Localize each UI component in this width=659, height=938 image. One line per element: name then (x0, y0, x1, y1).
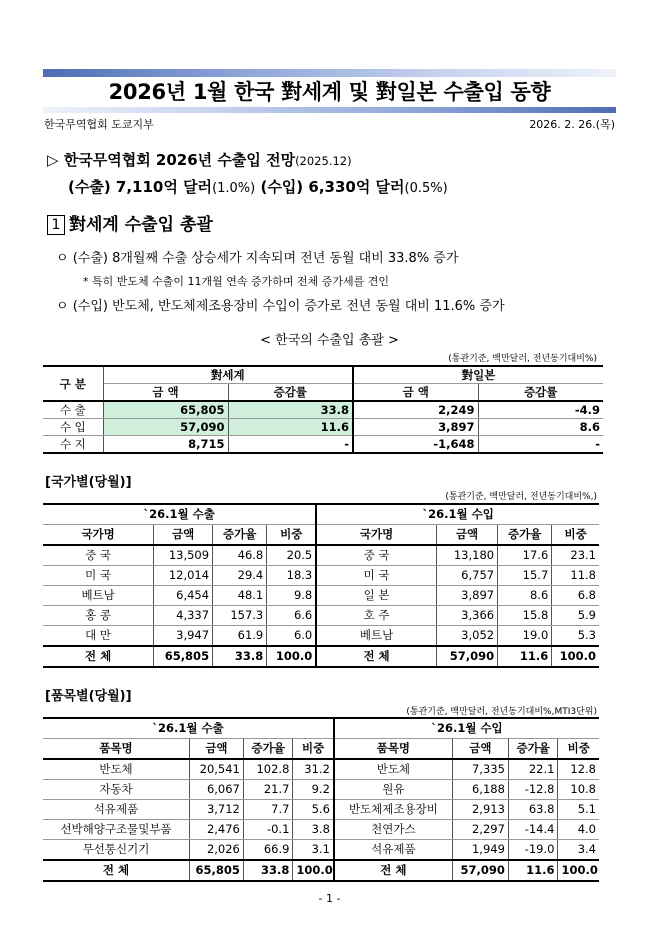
export-rate: 7.7 (243, 800, 293, 820)
export-share: 3.8 (293, 820, 334, 840)
japan-amount: 3,897 (353, 419, 478, 436)
export-rate: 102.8 (243, 759, 293, 780)
col-name: 국가명 (43, 525, 154, 546)
import-name: 전 체 (334, 860, 453, 881)
import-name: 미 국 (316, 566, 436, 586)
import-rate: 11.6 (508, 860, 558, 881)
col-share: 비중 (552, 525, 599, 546)
import-name: 원유 (334, 780, 453, 800)
export-rate: 33.8 (243, 860, 293, 881)
total-row (43, 860, 599, 881)
japan-change: -4.9 (478, 401, 603, 419)
col-amount: 금액 (452, 739, 508, 760)
export-amount: 13,509 (154, 545, 213, 566)
section-1-heading (47, 210, 213, 235)
section-1-title: 對세계 수출입 총괄 (69, 215, 213, 235)
table-row (43, 606, 599, 626)
outlook-export-rate: (1.0%) (212, 181, 256, 196)
export-amount: 12,014 (154, 566, 213, 586)
col-japan-change: 증감률 (478, 384, 603, 402)
import-rate: 11.6 (498, 646, 552, 667)
table-row (43, 586, 599, 606)
table-row (43, 436, 603, 454)
import-amount: 2,913 (452, 800, 508, 820)
outlook-import-rate: (0.5%) (404, 181, 448, 196)
summary-table-title: < 한국의 수출입 총괄 > (260, 333, 399, 348)
title-band-bottom (43, 107, 616, 113)
export-share: 31.2 (293, 759, 334, 780)
col-name: 품목명 (334, 739, 453, 760)
export-rate: 46.8 (213, 545, 267, 566)
world-amount: 57,090 (103, 419, 228, 436)
export-name: 선박해양구조물및부품 (43, 820, 190, 840)
export-header: `26.1월 수출 (43, 718, 334, 739)
page-number: - 1 - (318, 892, 341, 905)
col-share: 비중 (267, 525, 317, 546)
japan-amount: 2,249 (353, 401, 478, 419)
import-amount: 7,335 (452, 759, 508, 780)
import-share: 12.8 (558, 759, 599, 780)
bullet-export: ㅇ (수출) 8개월째 수출 상승세가 지속되며 전년 동월 대비 33.8% 증가 (56, 251, 459, 266)
export-name: 무선통신기기 (43, 840, 190, 861)
col-share: 비중 (558, 739, 599, 760)
export-amount: 3,712 (190, 800, 244, 820)
export-name: 중 국 (43, 545, 154, 566)
title-band-top (43, 69, 616, 77)
import-rate: -14.4 (508, 820, 558, 840)
bullet-export-note: * 특히 반도체 수출이 11개월 연속 증가하며 전체 증가세를 견인 (83, 275, 389, 288)
outlook-heading-text: ▷ 한국무역협회 2026년 수출입 전망 (47, 151, 296, 169)
total-row (43, 646, 599, 667)
col-name: 국가명 (316, 525, 436, 546)
import-name: 전 체 (316, 646, 436, 667)
export-name: 전 체 (43, 860, 190, 881)
import-name: 중 국 (316, 545, 436, 566)
export-name: 전 체 (43, 646, 154, 667)
table-row (43, 545, 599, 566)
import-share: 3.4 (558, 840, 599, 861)
country-table (43, 503, 599, 668)
export-share: 3.1 (293, 840, 334, 861)
japan-amount: -1,648 (353, 436, 478, 454)
japan-change: 8.6 (478, 419, 603, 436)
export-name: 반도체 (43, 759, 190, 780)
export-rate: -0.1 (243, 820, 293, 840)
import-rate: 17.6 (498, 545, 552, 566)
table-row (43, 780, 599, 800)
export-share: 9.2 (293, 780, 334, 800)
col-world: 對세계 (103, 366, 353, 384)
export-rate: 29.4 (213, 566, 267, 586)
col-rate: 증가율 (243, 739, 293, 760)
item-unit: (통관기준, 백만달러, 전년동기대비%,MTI3단위) (406, 707, 597, 717)
export-share: 6.0 (267, 626, 317, 647)
import-amount: 6,757 (436, 566, 497, 586)
export-rate: 21.7 (243, 780, 293, 800)
import-name: 천연가스 (334, 820, 453, 840)
outlook-heading-date: (2025.12) (295, 154, 352, 168)
world-change: 33.8 (228, 401, 353, 419)
country-unit: (통관기준, 백만달러, 전년동기대비%,) (445, 492, 597, 502)
table-row (43, 820, 599, 840)
import-amount: 6,188 (452, 780, 508, 800)
export-share: 5.6 (293, 800, 334, 820)
col-amount: 금액 (190, 739, 244, 760)
import-amount: 3,052 (436, 626, 497, 647)
table-row (43, 401, 603, 419)
country-section-title: [국가별(당월)] (45, 475, 132, 490)
section-number-box: 1 (47, 215, 65, 235)
summary-table (43, 365, 603, 454)
table-row (43, 759, 599, 780)
col-amount: 금액 (436, 525, 497, 546)
export-rate: 61.9 (213, 626, 267, 647)
import-share: 6.8 (552, 586, 599, 606)
organization: 한국무역협회 도쿄지부 (44, 118, 154, 131)
table-row (43, 840, 599, 861)
table-row (43, 419, 603, 436)
export-share: 20.5 (267, 545, 317, 566)
import-amount: 3,897 (436, 586, 497, 606)
import-rate: -12.8 (508, 780, 558, 800)
table-row (43, 626, 599, 647)
export-amount: 3,947 (154, 626, 213, 647)
export-name: 베트남 (43, 586, 154, 606)
col-world-amount: 금 액 (103, 384, 228, 402)
import-name: 호 주 (316, 606, 436, 626)
import-rate: 15.8 (498, 606, 552, 626)
export-rate: 157.3 (213, 606, 267, 626)
import-share: 23.1 (552, 545, 599, 566)
table-row (43, 800, 599, 820)
export-amount: 65,805 (154, 646, 213, 667)
import-amount: 2,297 (452, 820, 508, 840)
export-rate: 66.9 (243, 840, 293, 861)
document-date: 2026. 2. 26.(목) (529, 118, 615, 131)
import-share: 100.0 (552, 646, 599, 667)
export-share: 9.8 (267, 586, 317, 606)
outlook-export: (수출) 7,110억 달러 (68, 178, 213, 196)
world-change: 11.6 (228, 419, 353, 436)
export-share: 18.3 (267, 566, 317, 586)
col-japan-amount: 금 액 (353, 384, 478, 402)
export-header: `26.1월 수출 (43, 504, 316, 525)
export-amount: 65,805 (190, 860, 244, 881)
import-amount: 1,949 (452, 840, 508, 861)
export-share: 6.6 (267, 606, 317, 626)
import-share: 5.1 (558, 800, 599, 820)
title-bar (43, 69, 616, 113)
export-share: 100.0 (293, 860, 334, 881)
import-share: 5.9 (552, 606, 599, 626)
world-amount: 8,715 (103, 436, 228, 454)
col-name: 품목명 (43, 739, 190, 760)
export-amount: 6,067 (190, 780, 244, 800)
outlook-line (68, 176, 448, 197)
row-label: 수 출 (43, 401, 103, 419)
col-category: 구 분 (43, 366, 103, 401)
export-name: 자동차 (43, 780, 190, 800)
col-world-change: 증감률 (228, 384, 353, 402)
import-name: 반도체제조용장비 (334, 800, 453, 820)
import-share: 11.8 (552, 566, 599, 586)
export-amount: 2,476 (190, 820, 244, 840)
outlook-heading (47, 149, 352, 170)
export-name: 미 국 (43, 566, 154, 586)
import-share: 100.0 (558, 860, 599, 881)
col-rate: 증가율 (508, 739, 558, 760)
import-rate: 8.6 (498, 586, 552, 606)
outlook-import: (수입) 6,330억 달러 (260, 178, 405, 196)
export-rate: 33.8 (213, 646, 267, 667)
import-amount: 3,366 (436, 606, 497, 626)
export-amount: 6,454 (154, 586, 213, 606)
import-share: 4.0 (558, 820, 599, 840)
item-table (43, 717, 599, 882)
export-name: 대 만 (43, 626, 154, 647)
export-name: 석유제품 (43, 800, 190, 820)
import-header: `26.1월 수입 (316, 504, 599, 525)
import-amount: 57,090 (452, 860, 508, 881)
col-rate: 증가율 (213, 525, 267, 546)
import-amount: 13,180 (436, 545, 497, 566)
export-share: 100.0 (267, 646, 317, 667)
item-section-title: [품목별(당월)] (45, 689, 132, 704)
row-label: 수 지 (43, 436, 103, 454)
table-row (43, 566, 599, 586)
col-japan: 對일본 (353, 366, 603, 384)
import-name: 석유제품 (334, 840, 453, 861)
import-name: 일 본 (316, 586, 436, 606)
world-amount: 65,805 (103, 401, 228, 419)
bullet-import: ㅇ (수입) 반도체, 반도체제조용장비 수입이 증가로 전년 동월 대비 11.6% 증가 (56, 299, 505, 314)
import-amount: 57,090 (436, 646, 497, 667)
import-rate: 63.8 (508, 800, 558, 820)
export-name: 홍 콩 (43, 606, 154, 626)
export-amount: 4,337 (154, 606, 213, 626)
export-amount: 20,541 (190, 759, 244, 780)
export-rate: 48.1 (213, 586, 267, 606)
import-rate: 19.0 (498, 626, 552, 647)
import-name: 베트남 (316, 626, 436, 647)
page-title: 2026년 1월 한국 對세계 및 對일본 수출입 동향 (108, 80, 551, 104)
import-rate: 15.7 (498, 566, 552, 586)
country-rows (43, 545, 599, 667)
import-header: `26.1월 수입 (334, 718, 599, 739)
japan-change: - (478, 436, 603, 454)
import-rate: 22.1 (508, 759, 558, 780)
import-rate: -19.0 (508, 840, 558, 861)
col-share: 비중 (293, 739, 334, 760)
col-rate: 증가율 (498, 525, 552, 546)
export-amount: 2,026 (190, 840, 244, 861)
col-amount: 금액 (154, 525, 213, 546)
world-change: - (228, 436, 353, 454)
import-share: 5.3 (552, 626, 599, 647)
summary-unit: (통관기준, 백만달러, 전년동기대비%) (448, 354, 597, 364)
row-label: 수 입 (43, 419, 103, 436)
item-rows (43, 759, 599, 881)
import-share: 10.8 (558, 780, 599, 800)
import-name: 반도체 (334, 759, 453, 780)
